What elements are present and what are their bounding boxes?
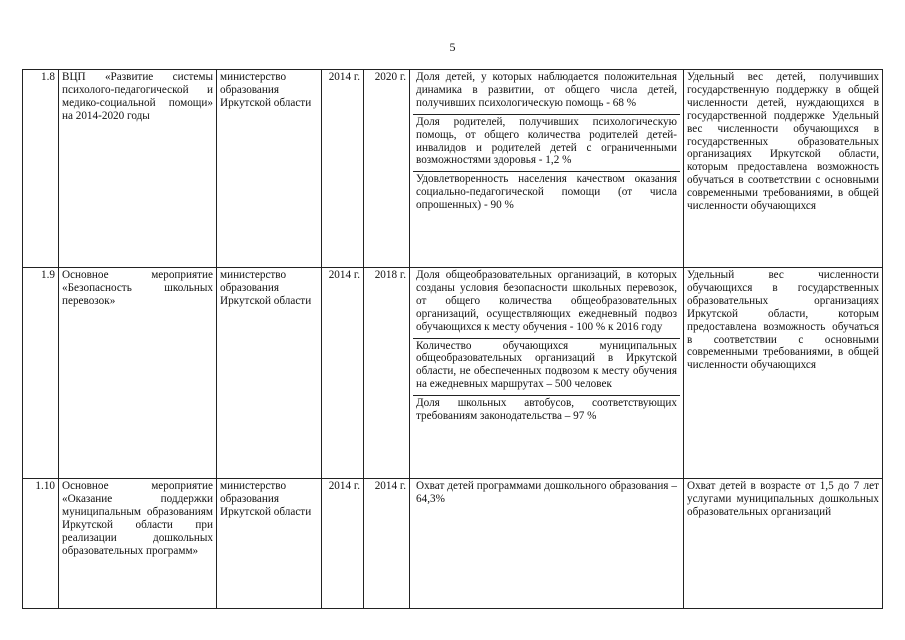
table-row <box>23 70 883 268</box>
indicator-item: Доля детей, у которых наблюдается положительная динамика в развитии, от общего числа детей, получивших психологическую помощь - 68 % <box>416 71 677 109</box>
row-number: 1.8 <box>23 70 59 268</box>
indicators-cell <box>410 70 684 268</box>
indicators-cell <box>410 268 684 479</box>
measure-name: ВЦП «Развитие системы психолого-педагогической и медико-социальной помощи» на 2014-2020 годы <box>59 70 217 268</box>
start-year: 2014 г. <box>322 268 364 479</box>
executor: министерство образования Иркутской области <box>217 70 322 268</box>
indicator-item: Количество обучающихся муниципальных общеобразовательных организаций в Иркутской области, не обеспеченных подвозом к месту обучения на ежедневных маршрутах – 500 человек <box>413 338 680 396</box>
row-number: 1.10 <box>23 479 59 609</box>
start-year: 2014 г. <box>322 479 364 609</box>
executor: министерство образования Иркутской области <box>217 479 322 609</box>
end-year: 2018 г. <box>364 268 410 479</box>
page-number: 5 <box>449 40 456 54</box>
executor: министерство образования Иркутской области <box>217 268 322 479</box>
indicator-item: Доля школьных автобусов, соответствующих требованиям законодательства – 97 % <box>413 395 680 427</box>
report-indicator: Охват детей в возрасте от 1,5 до 7 лет услугами муниципальных дошкольных образовательных организаций <box>684 479 883 609</box>
measure-name: Основное мероприятие «Оказание поддержки муниципальным образованиям Иркутской области при реализации дошкольных образовательных программ» <box>59 479 217 609</box>
measure-name: Основное мероприятие «Безопасность школьных перевозок» <box>59 268 217 479</box>
indicators-cell <box>410 479 684 609</box>
indicator-item: Доля родителей, получивших психологическую помощь, от общего количества родителей детей-инвалидов и родителей детей с ограниченными возможностями здоровья - 1,2 % <box>413 114 680 172</box>
report-indicator: Удельный вес численности обучающихся в государственных образовательных организациях Иркутской области, которым предоставлена возможность обучаться в соответствии с основными современными требованиями, в общей численности обучающихся <box>684 268 883 479</box>
end-year: 2014 г. <box>364 479 410 609</box>
indicator-item: Доля общеобразовательных организаций, в которых созданы условия безопасности школьных перевозок, от общего количества общеобразовательных организаций, осуществляющих ежедневный подвоз обучающихся к месту обучения - 100 % к 2016 году <box>416 269 677 333</box>
table-row <box>23 479 883 609</box>
table-row <box>23 268 883 479</box>
program-table <box>22 69 883 609</box>
row-number: 1.9 <box>23 268 59 479</box>
end-year: 2020 г. <box>364 70 410 268</box>
report-indicator: Удельный вес детей, получивших государственную поддержку в общей численности детей, нуждающихся в государственной поддержке Удельный вес численности обучающихся в государственных образовательных организациях Иркутской области, которым предоставлена возможность обучаться в соответствии с основными современными требованиями, в общей численности обучающихся <box>684 70 883 268</box>
indicator-item: Удовлетворенность населения качеством оказания социально-педагогической помощи (от числа опрошенных) - 90 % <box>413 171 680 216</box>
start-year: 2014 г. <box>322 70 364 268</box>
indicator-item: Охват детей программами дошкольного образования – 64,3% <box>416 480 677 505</box>
